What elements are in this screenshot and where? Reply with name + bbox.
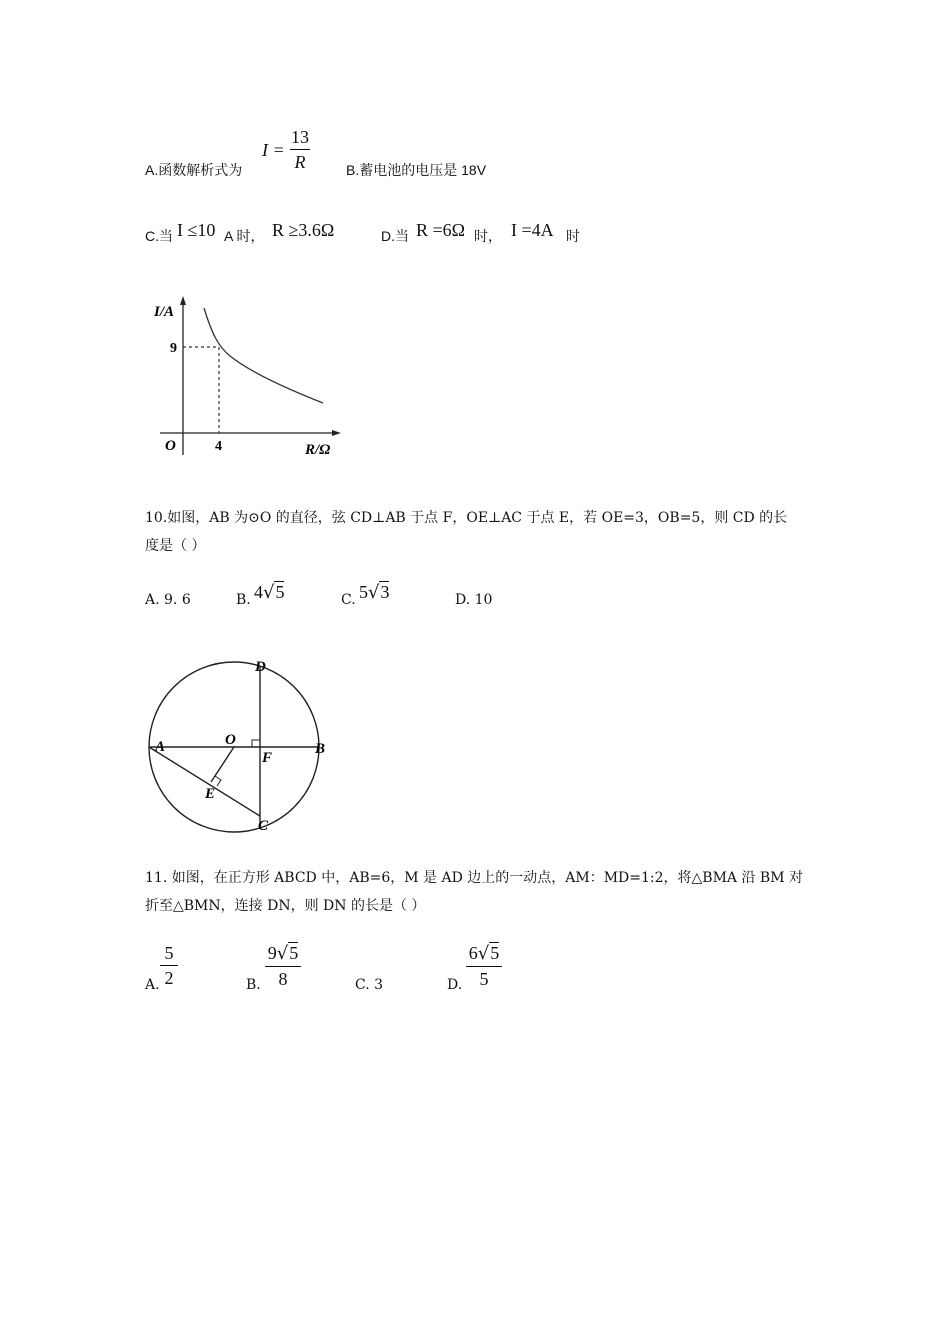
q9-option-d-suffix: 时 — [566, 228, 580, 244]
y-axis-label: I/A — [154, 304, 175, 320]
q10-option-c-value — [359, 582, 389, 603]
y-axis-arrow — [180, 296, 186, 305]
q11-text-line2: 折至△BMN，连接 DN，则 DN 的长是（ ） — [145, 898, 426, 914]
q11-option-d-denominator: 5 — [479, 969, 489, 989]
q11-text-line1: 11. 如图，在正方形 ABCD 中，AB=6，M 是 AD 边上的一动点，AM：MD=1:2，将△BMA 沿 BM 对 — [145, 870, 804, 886]
q11-option-b-fraction — [265, 942, 301, 990]
q10-option-c-radicand: 3 — [380, 582, 390, 602]
q9-option-d-expr1: R =6Ω — [416, 220, 466, 240]
label-d: D — [255, 659, 266, 675]
label-f: F — [262, 750, 273, 766]
inverse-curve — [204, 308, 323, 403]
q11-option-b-denominator: 8 — [278, 969, 288, 989]
q10-option-b-label: B. — [236, 592, 251, 608]
q9-option-c-expr2: R ≥3.6Ω — [272, 220, 335, 240]
fraction-bar — [466, 966, 502, 967]
q10-option-a: A. 9. 6 — [145, 592, 191, 608]
q11-option-c: C. 3 — [355, 977, 384, 993]
q11-option-a-denominator: 2 — [164, 968, 174, 988]
q9-option-c-expr1: I ≤10 — [177, 220, 216, 240]
q11-option-a-fraction — [160, 942, 178, 989]
q11-option-a-numerator: 5 — [164, 943, 174, 963]
x-axis-label: R/Ω — [305, 442, 331, 458]
q11-option-d-fraction — [466, 942, 502, 990]
q10-circle-figure — [145, 652, 345, 837]
q9-option-c-mid: A 时， — [224, 228, 265, 244]
label-e: E — [205, 786, 216, 802]
q10-option-b-radicand: 5 — [275, 582, 285, 602]
q10-option-c-coef: 5 — [359, 582, 368, 602]
q9-option-c-prefix: C.当 — [145, 228, 173, 244]
q10-option-b-value — [254, 582, 284, 603]
q10-option-d: D. 10 — [455, 592, 493, 608]
y-tick-label: 9 — [170, 341, 177, 356]
q9-option-a-numerator: 13 — [291, 127, 309, 147]
right-angle-e-icon — [215, 776, 221, 786]
segment-oe — [211, 747, 234, 782]
q10-option-b-coef: 4 — [254, 582, 263, 602]
q11-option-b-label: B. — [246, 977, 261, 993]
label-b: B — [315, 741, 326, 757]
fraction-bar — [160, 965, 178, 966]
segment-ac — [149, 747, 260, 816]
q10-option-c-label: C. — [341, 592, 356, 608]
right-angle-f-icon — [252, 740, 260, 747]
label-c: C — [258, 818, 269, 834]
q9-option-a-denominator: R — [294, 152, 306, 172]
fraction-bar — [290, 149, 310, 150]
q9-option-d-mid: 时， — [474, 228, 502, 244]
q9-option-a-fraction — [290, 126, 310, 173]
q9-option-d-prefix: D.当 — [381, 228, 409, 244]
q10-text-line2: 度是（ ） — [145, 538, 206, 554]
label-a: A — [155, 739, 166, 755]
sqrt-icon: √ — [263, 582, 275, 603]
q9-option-a-lhs: I = — [262, 140, 285, 160]
q9-option-d-expr2: I =4A — [511, 220, 554, 240]
label-o: O — [225, 732, 236, 748]
x-tick-label: 4 — [215, 439, 222, 454]
q11-option-d-numerator: 6√5 — [468, 943, 500, 964]
q11-option-a-label: A. — [145, 977, 160, 993]
q10-text-line1: 10.如图，AB 为⊙O 的直径，弦 CD⊥AB 于点 F，OE⊥AC 于点 E，若 OE=3，OB=5，则 CD 的长 — [145, 510, 788, 526]
q9-option-a-prefix: A.函数解析式为 — [145, 162, 243, 178]
q9-inverse-graph — [140, 290, 360, 470]
q11-option-b-numerator: 9√5 — [267, 943, 299, 964]
x-axis-arrow — [332, 430, 341, 436]
sqrt-icon: √ — [368, 582, 380, 603]
q9-option-b: B.蓄电池的电压是 18V — [346, 162, 487, 178]
fraction-bar — [265, 966, 301, 967]
origin-label: O — [165, 438, 176, 454]
q11-option-d-label: D. — [447, 977, 463, 993]
